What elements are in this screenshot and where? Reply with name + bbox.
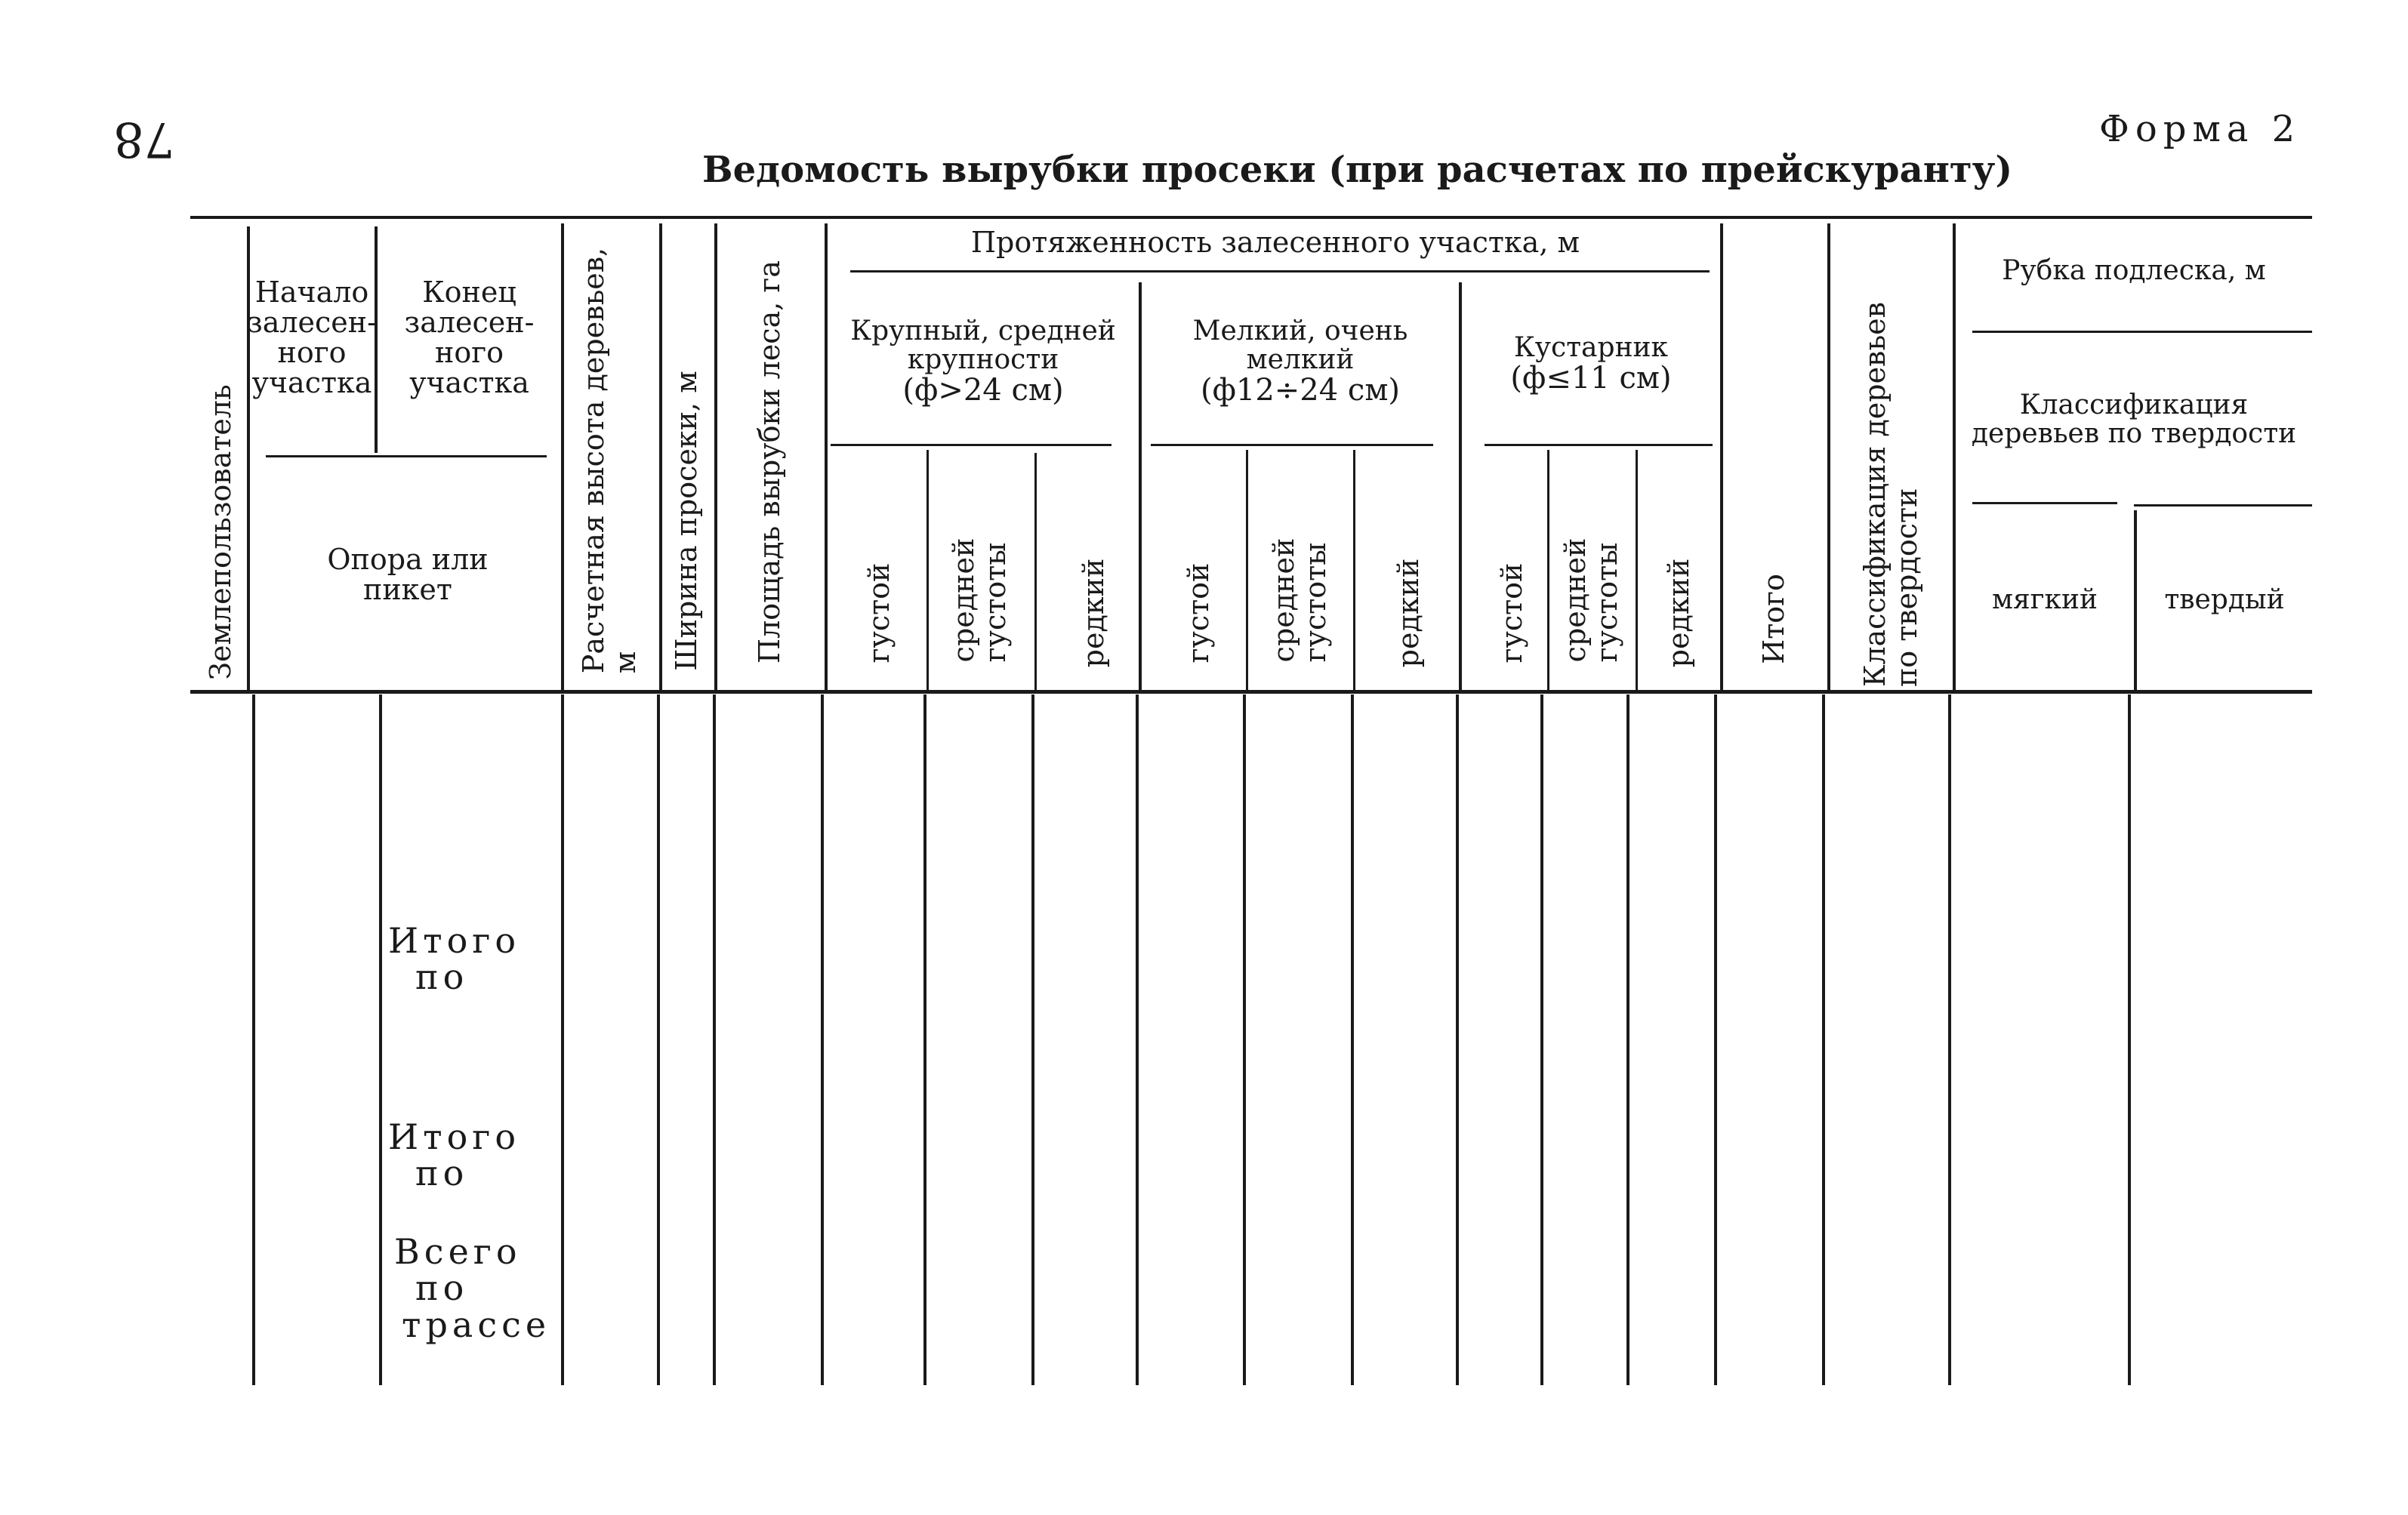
header-large-medium-line: густоты xyxy=(979,542,1012,663)
header-area: Площадь вырубки леса, га xyxy=(753,260,787,664)
b-landuser-right xyxy=(252,694,255,1385)
header-start-line: участка xyxy=(251,365,372,399)
header-end-line: участка xyxy=(409,365,529,399)
v-small-medium xyxy=(1353,450,1355,690)
header-shrub-medium xyxy=(1560,538,1623,663)
b-support-right xyxy=(561,694,564,1385)
header-group-shrub-line: (ф≤11 см) xyxy=(1510,360,1672,396)
v-support-right xyxy=(561,223,564,690)
header-group-large-line: (ф>24 см) xyxy=(902,372,1064,408)
start-end-divider xyxy=(266,455,547,457)
b-area-right xyxy=(821,694,824,1385)
total-by-2-line: по xyxy=(415,1153,469,1194)
b-total-right xyxy=(1822,694,1825,1385)
v-length-right xyxy=(1720,223,1723,690)
header-start-line: залесен- xyxy=(247,305,377,339)
header-shrub-dense: густой xyxy=(1495,562,1529,664)
b-small-medium xyxy=(1351,694,1354,1385)
v-shrub-dense xyxy=(1547,450,1549,690)
total-by-1-line: по xyxy=(415,956,469,998)
header-group-shrub xyxy=(1462,334,1720,394)
header-shrub-medium-line: густоты xyxy=(1590,542,1623,663)
undergrowth-rule xyxy=(1972,331,2312,333)
grand-total xyxy=(394,1233,550,1343)
b-small-shrub xyxy=(1456,694,1459,1385)
header-group-large-line: крупности xyxy=(907,343,1059,375)
header-group-small-line: (ф12÷24 см) xyxy=(1200,372,1401,408)
header-landuser: Землепользователь xyxy=(204,384,238,680)
header-shrub-medium-line: средней xyxy=(1559,537,1592,663)
header-classification-line: по твердости xyxy=(1890,488,1923,688)
header-undergrowth: Рубка подлеска, м xyxy=(2002,255,2266,286)
b-length-right xyxy=(1714,694,1717,1385)
b-class-right xyxy=(1948,694,1951,1385)
v-width-right xyxy=(714,223,717,690)
b-width-right xyxy=(713,694,716,1385)
header-start-line: Начало xyxy=(254,276,369,309)
header-length-title: Протяженность залесенного участка, м xyxy=(970,226,1580,259)
soft-rule xyxy=(1972,502,2117,504)
header-soft: мягкий xyxy=(1991,584,2098,615)
v-shrub-medium xyxy=(1636,450,1638,690)
header-shrub-sparse: редкий xyxy=(1662,558,1696,668)
grand-total-line: трассе xyxy=(402,1304,551,1345)
group-small-rule xyxy=(1151,444,1433,446)
b-start-end xyxy=(379,694,382,1385)
form-label: Форма 2 xyxy=(2099,108,2302,150)
b-large-dense xyxy=(923,694,927,1385)
header-group-large xyxy=(828,317,1139,406)
header-classification-line: Классификация деревьев xyxy=(1858,301,1892,688)
header-small-medium xyxy=(1269,538,1332,663)
header-end xyxy=(378,278,561,399)
header-undergrowth-class-line: деревьев по твердости xyxy=(1971,417,2297,449)
group-shrub-rule xyxy=(1485,444,1713,446)
header-support-line: Опора или xyxy=(327,543,489,576)
v-area-right xyxy=(825,223,828,690)
total-by-2 xyxy=(388,1116,521,1194)
v-large-dense xyxy=(927,450,929,690)
header-group-small-line: Мелкий, очень xyxy=(1192,316,1408,346)
total-by-2-line: Итого xyxy=(388,1116,521,1157)
total-by-1-line: Итого xyxy=(388,920,521,961)
header-end-line: залесен- xyxy=(404,305,535,339)
b-height-right xyxy=(657,694,660,1385)
table-top-rule xyxy=(190,216,2312,219)
total-by-1 xyxy=(388,922,520,996)
hard-rule xyxy=(2134,504,2312,507)
header-end-line: ного xyxy=(435,335,504,369)
header-start-line: ного xyxy=(277,335,347,369)
b-large-small xyxy=(1136,694,1139,1385)
header-start xyxy=(247,278,377,399)
header-undergrowth-class xyxy=(1956,391,2312,448)
header-large-medium xyxy=(948,538,1012,663)
header-undergrowth-class-line: Классификация xyxy=(2019,390,2249,420)
header-end-line: Конец xyxy=(422,276,516,309)
v-class-right xyxy=(1953,223,1956,690)
b-shrub-medium xyxy=(1626,694,1629,1385)
header-group-shrub-line: Кустарник xyxy=(1513,332,1669,363)
v-total-right xyxy=(1827,223,1830,690)
b-shrub-dense xyxy=(1540,694,1543,1385)
v-large-medium xyxy=(1034,453,1037,690)
header-small-dense: густой xyxy=(1182,562,1216,664)
header-calc-height-line: Расчетная высота деревьев, xyxy=(577,247,611,674)
header-small-medium-line: средней xyxy=(1267,537,1301,663)
grand-total-line: Всего xyxy=(394,1231,522,1272)
header-calc-height-line: м xyxy=(609,651,642,674)
v-height-right xyxy=(659,223,662,690)
header-large-medium-line: средней xyxy=(947,537,981,663)
header-width: Ширина просеки, м xyxy=(670,371,704,671)
header-bottom-rule xyxy=(190,690,2312,694)
header-small-medium-line: густоты xyxy=(1299,542,1332,663)
length-title-rule xyxy=(850,270,1710,273)
header-small-sparse: редкий xyxy=(1392,558,1426,668)
header-classification xyxy=(1860,302,1923,687)
header-hard: твердый xyxy=(2164,584,2285,615)
page-title: Ведомость вырубки просеки (при расчетах по прейскуранту) xyxy=(702,149,2013,191)
group-large-rule xyxy=(831,444,1112,446)
grand-total-line: по xyxy=(415,1267,469,1309)
b-soft-hard xyxy=(2128,694,2131,1385)
header-calc-height xyxy=(578,248,642,673)
header-large-sparse: редкий xyxy=(1077,558,1111,668)
b-small-dense xyxy=(1243,694,1246,1385)
header-group-small xyxy=(1142,317,1459,406)
b-large-medium xyxy=(1031,694,1034,1385)
v-small-dense xyxy=(1246,450,1248,690)
header-group-large-line: Крупный, средней xyxy=(850,316,1116,346)
header-support xyxy=(257,545,559,605)
header-large-dense: густой xyxy=(862,562,896,664)
header-group-small-line: мелкий xyxy=(1246,343,1355,375)
header-total: Итого xyxy=(1757,574,1791,664)
page-number: 78 xyxy=(113,111,175,168)
header-support-line: пикет xyxy=(363,572,452,606)
